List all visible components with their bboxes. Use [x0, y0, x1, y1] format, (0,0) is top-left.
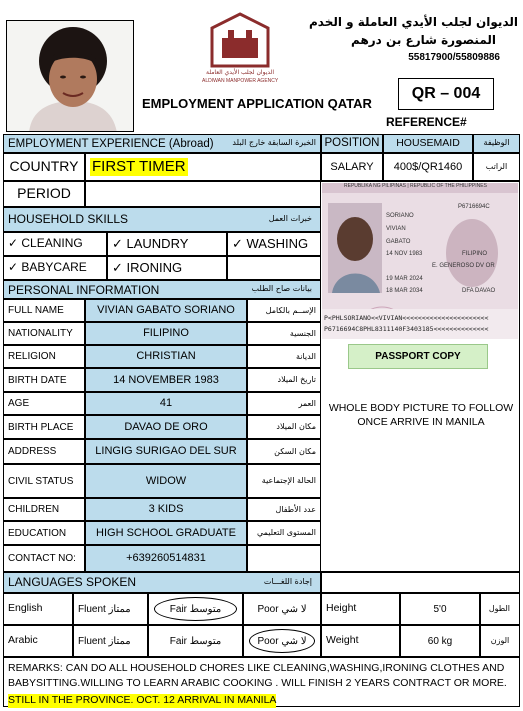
personal-row-label [3, 299, 85, 322]
salary-label [321, 153, 383, 181]
logo-arabic-sub: الديوان لجلب الأيدي العاملة [205, 69, 275, 76]
personal-label-ar: بيانات صاح الطلب [251, 284, 312, 293]
personal-row-label [3, 521, 85, 545]
agency-address-arabic: المنصورة شارع بن درهم [351, 33, 496, 47]
reference-code: QR – 004 [411, 85, 481, 103]
personal-row-label [3, 415, 85, 439]
personal-header [3, 280, 321, 299]
personal-row-label-ar-text: الجنسية [289, 328, 316, 338]
language-cell-poor [243, 593, 321, 625]
personal-row-label-ar-text: عدد الأطفال [275, 504, 316, 514]
personal-row-label-text: FULL NAME [8, 305, 64, 316]
passport-note [326, 402, 516, 429]
personal-row-label-ar [247, 345, 321, 368]
personal-row-label [3, 439, 85, 464]
personal-row-label-ar-text: العمر [298, 398, 316, 408]
personal-row-value [85, 322, 247, 345]
passport-image [322, 183, 518, 339]
language-cell-text: الوزن [490, 635, 510, 645]
language-cell-text: Height [326, 602, 357, 615]
personal-row-value-text: WIDOW [145, 474, 187, 487]
language-cell-lang [3, 625, 73, 657]
skill-empty [227, 256, 321, 280]
language-cell-fluent [73, 593, 148, 625]
experience-header [3, 134, 321, 153]
salary-ar-text: الراتب [485, 161, 508, 171]
passport-expiry: 18 MAR 2034 [386, 288, 423, 294]
personal-row-value-text: +639260514831 [126, 552, 206, 565]
agency-name-arabic: الديوان لجلب الأيدي العاملة و الخدم [308, 15, 518, 29]
personal-row-label-ar-text: الإســم بالكامل [265, 305, 316, 315]
personal-row-value [85, 345, 247, 368]
position-value-text: HOUSEMAID [396, 136, 460, 149]
language-cell-lang [3, 593, 73, 625]
skills-label: HOUSEHOLD SKILLS [8, 212, 129, 226]
country-value [85, 153, 321, 181]
salary-label-text: SALARY [330, 160, 374, 173]
language-cell-text: Poor لا شي [257, 603, 307, 615]
salary-value [383, 153, 473, 181]
personal-row-label-ar-text: تاريخ الميلاد [277, 375, 316, 385]
personal-row-label-text: CIVIL STATUS [8, 475, 74, 487]
personal-row-value-text: 3 KIDS [148, 503, 184, 516]
passport-copy-text: PASSPORT COPY [375, 351, 461, 362]
language-cell-metric [321, 593, 400, 625]
language-cell-metric_value [400, 593, 480, 625]
language-cell-fair [148, 625, 243, 657]
personal-row-value [85, 299, 247, 322]
personal-row-value [85, 545, 247, 572]
personal-row-label-ar [247, 439, 321, 464]
personal-row-label [3, 345, 85, 368]
position-label [321, 134, 383, 153]
passport-copy-badge [348, 344, 488, 369]
skill-babycare: ✓ BABYCARE [3, 256, 107, 280]
passport-mrz-line1: P<PHLSORIANO<<VIVIAN<<<<<<<<<<<<<<<<<<<<<< [324, 314, 489, 322]
passport-nationality: FILIPINO [462, 251, 488, 257]
position-value [383, 134, 473, 153]
personal-row-label-text: AGE [8, 398, 30, 409]
languages-label: LANGUAGES SPOKEN [8, 575, 137, 589]
passport-note-text: WHOLE BODY PICTURE TO FOLLOW ONCE ARRIVE IN MANILA [328, 402, 514, 428]
position-ar-text: الوظيفة [483, 138, 510, 148]
language-cell-metric_value [400, 625, 480, 657]
language-cell-text: English [8, 602, 43, 615]
personal-row-label-ar-text: مكان الميلاد [276, 422, 316, 432]
personal-row-label [3, 464, 85, 498]
language-cell-text: Arabic [8, 634, 38, 647]
passport-surname: SORIANO [386, 213, 414, 219]
remarks-text: REMARKS: CAN DO ALL HOUSEHOLD CHORES LIKE CLEANING,WASHING,IRONING CLOTHES AND BABYSITTING.WILLING TO LEARN ARABIC COOKING . WILL FINISH 2 YEARS CONTRACT OR MORE. [8, 662, 507, 689]
passport-dob: 14 NOV 1983 [386, 251, 423, 257]
agency-phones: 55817900/55809886 [408, 52, 500, 63]
passport-given: VIVIAN [386, 226, 406, 232]
personal-row-label [3, 368, 85, 392]
language-cell-text: Fluent ممتاز [78, 603, 131, 615]
page-title: EMPLOYMENT APPLICATION QATAR [142, 96, 372, 111]
languages-header-right [321, 572, 520, 593]
skill-cleaning: ✓ CLEANING [3, 232, 107, 256]
personal-row-value [85, 368, 247, 392]
personal-row-label-text: BIRTH DATE [8, 374, 67, 386]
personal-row-value [85, 498, 247, 521]
period-label [3, 181, 85, 207]
personal-row-value-text: 14 NOVEMBER 1983 [113, 373, 219, 386]
personal-row-label-ar [247, 545, 321, 572]
personal-row-label [3, 498, 85, 521]
period-value [85, 181, 321, 207]
personal-row-label-ar [247, 392, 321, 415]
passport-middle: GABATO [386, 239, 411, 245]
personal-row-label-text: NATIONALITY [8, 328, 73, 339]
language-cell-fluent [73, 625, 148, 657]
personal-row-label-ar [247, 498, 321, 521]
salary-value-text: 400$/QR1460 [393, 160, 463, 173]
personal-row-value-text: HIGH SCHOOL GRADUATE [96, 526, 236, 539]
passport-mrz-line2: P6716694C8PHL8311140F3403185<<<<<<<<<<<<<< [324, 325, 489, 333]
position-label-text: POSITION [324, 137, 380, 150]
experience-label-ar: الخبرة السابقة خارج البلد [232, 138, 316, 147]
remarks-box [3, 657, 520, 707]
language-cell-text: الطول [488, 603, 510, 613]
personal-row-label-text: ADDRESS [8, 446, 57, 457]
selected-level-circle [154, 597, 237, 621]
language-cell-text: 60 kg [427, 635, 453, 647]
personal-row-value [85, 521, 247, 545]
country-value-text: FIRST TIMER [92, 157, 186, 175]
personal-row-label-text: RELIGION [8, 351, 56, 362]
personal-row-label [3, 545, 85, 572]
personal-row-label-text: CHILDREN [8, 504, 60, 515]
passport-issue: 19 MAR 2024 [386, 276, 423, 282]
language-cell-text: Weight [326, 634, 359, 647]
passport-header: REPUBLIKA NG PILIPINAS | REPUBLIC OF THE PHILIPPINES [344, 183, 487, 189]
personal-row-value-text: FILIPINO [143, 327, 189, 340]
personal-row-label-ar [247, 415, 321, 439]
personal-row-label [3, 392, 85, 415]
personal-row-value [85, 439, 247, 464]
personal-row-label-text: EDUCATION [8, 527, 67, 539]
personal-row-value [85, 415, 247, 439]
personal-row-label-ar-text: المستوى التعليمي [256, 528, 316, 538]
personal-row-value-text: DAVAO DE ORO [124, 420, 208, 433]
personal-row-label-text: CONTACT NO: [8, 553, 76, 564]
language-cell-metric_ar [480, 625, 520, 657]
language-cell-text: Fair متوسط [169, 603, 222, 615]
language-cell-text: Poor لا شي [257, 635, 307, 647]
personal-row-value-text: VIVIAN GABATO SORIANO [97, 304, 235, 317]
languages-label-ar: إجادة اللغـــات [263, 577, 312, 586]
reference-code-box [398, 78, 494, 110]
personal-row-label-ar-text: مكان السكن [274, 446, 316, 456]
passport-office: DFA DAVAO [462, 288, 496, 294]
personal-row-label-ar [247, 464, 321, 498]
logo-english: ALDIWAN MANPOWER AGENCY [202, 78, 279, 84]
period-label-text: PERIOD [17, 185, 71, 202]
remarks-highlight: STILL IN THE PROVINCE. OCT. 12 ARRIVAL IN MANILA [8, 694, 277, 707]
passport-pob: E. GENEROSO DV OR [432, 263, 495, 269]
skill-ironing: ✓ IRONING [107, 256, 227, 280]
personal-row-value-text: CHRISTIAN [136, 350, 196, 363]
personal-row-value-text: LINGIG SURIGAO DEL SUR [95, 445, 237, 458]
personal-row-label-ar [247, 322, 321, 345]
passport-number: P6716694C [458, 204, 490, 210]
language-cell-metric_ar [480, 593, 520, 625]
language-cell-text: Fluent ممتاز [78, 635, 131, 647]
agency-logo [202, 12, 279, 88]
personal-label: PERSONAL INFORMATION [8, 283, 160, 297]
skill-washing: ✓ WASHING [227, 232, 321, 256]
country-label-text: COUNTRY [9, 158, 79, 175]
experience-label: EMPLOYMENT EXPERIENCE (Abroad) [8, 138, 214, 150]
personal-row-label-text: BIRTH PLACE [8, 421, 74, 433]
personal-row-label-ar-text: الحالة الإجتماعية [261, 476, 316, 486]
skill-laundry: ✓ LAUNDRY [107, 232, 227, 256]
personal-row-value [85, 392, 247, 415]
personal-row-label-ar [247, 299, 321, 322]
personal-row-label-ar [247, 521, 321, 545]
personal-row-value-text: 41 [159, 397, 173, 410]
selected-level-circle [249, 629, 315, 653]
languages-header [3, 572, 321, 593]
skills-header [3, 207, 321, 232]
skills-label-ar: خبرات العمل [268, 214, 312, 223]
country-label [3, 153, 85, 181]
personal-row-label-ar-text: الديانة [295, 351, 316, 361]
personal-row-label [3, 322, 85, 345]
language-cell-text: 5'0 [433, 603, 447, 615]
position-label-ar [473, 134, 520, 153]
applicant-photo [6, 20, 134, 132]
personal-row-label-ar [247, 368, 321, 392]
language-cell-text: Fair متوسط [169, 635, 222, 647]
language-cell-metric [321, 625, 400, 657]
salary-label-ar [473, 153, 520, 181]
personal-row-value [85, 464, 247, 498]
reference-label: REFERENCE# [386, 115, 467, 129]
